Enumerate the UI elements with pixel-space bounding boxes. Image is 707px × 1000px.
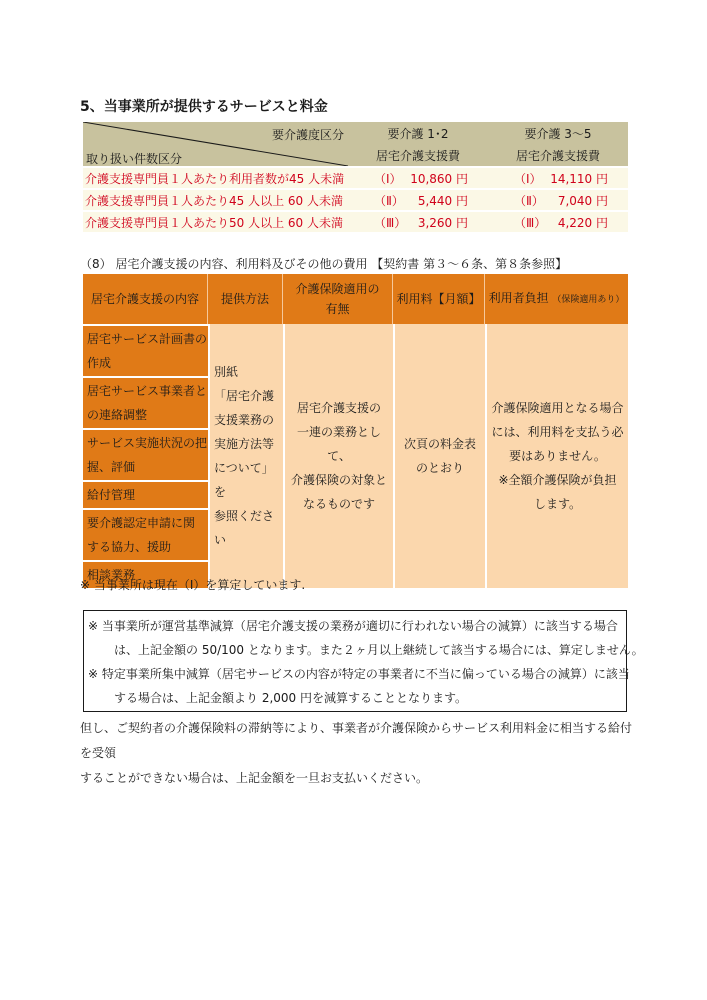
fee-rate-tier: （Ⅰ） [374, 171, 402, 186]
burden-line: 要はありません。 [509, 449, 606, 463]
header-insurance-line2: 有無 [325, 302, 350, 316]
header-fee: 利用料【月額】 [393, 274, 485, 324]
service-table [83, 274, 628, 588]
insurance-line: 介護保険の対象と [290, 473, 387, 487]
header-method: 提供方法 [208, 274, 283, 324]
fee-amount: 4,220 円 [557, 215, 608, 230]
service-item [83, 324, 208, 376]
fee-row [83, 189, 628, 211]
fee-amount: 3,260 円 [417, 215, 468, 230]
service-item-line: サービス実施状況の把 [87, 436, 208, 450]
fee-amount: 7,040 円 [557, 193, 608, 208]
header-burden-note: （保険適用あり） [552, 295, 625, 305]
header-content: 居宅介護支援の内容 [83, 274, 208, 324]
service-item-line: 握、評価 [87, 460, 136, 474]
fee-amount: 14,110 円 [550, 171, 608, 186]
fee-row-label: 介護支援専門員１人あたり50 人以上 60 人未満 [83, 211, 348, 232]
method-cell [208, 324, 283, 588]
header-burden [485, 274, 628, 324]
burden-line: 介護保険適用となる場合 [491, 401, 624, 415]
burden-line: ※全額介護保険が負担 [498, 473, 617, 487]
method-line: 支援業務の [214, 413, 275, 427]
method-line: 実施方法等 [214, 437, 275, 451]
notice-line: ※ 当事業所が運営基準減算（居宅介護支援の業務が適切に行われない場合の減算）に該当する場合 [88, 619, 618, 633]
fee-amount: 5,440 円 [417, 193, 468, 208]
section-title: 5、当事業所が提供するサービスと料金 [80, 99, 328, 115]
footer-line: 但し、ご契約者の介護保険料の滞納等により、事業者が介護保険からサービス利用料金に相当する給付を受領 [80, 721, 633, 760]
service-item-line: の連絡調整 [87, 408, 148, 422]
reduction-notice-box [83, 610, 644, 712]
fee-rate-tier: （Ⅲ） [514, 215, 547, 230]
notice-line: ※ 特定事業所集中減算（居宅サービスの内容が特定の事業者に不当に偏っている場合の減算）に該当 [88, 667, 630, 681]
service-item [83, 376, 208, 428]
fee-line: のとおり [415, 461, 464, 475]
current-calculation-note: ※ 当事業所は現在（Ⅰ）を算定しています. [80, 578, 306, 592]
fee-row-label: 介護支援専門員１人あたり利用者数が45 人未満 [83, 167, 348, 189]
header-col2-line2: 居宅介護支援費 [488, 144, 628, 167]
fee-table-corner-header [83, 122, 348, 167]
service-item-line: 居宅サービス事業者と [87, 384, 208, 398]
service-item-line: する協力、援助 [87, 540, 172, 554]
service-item-line: 相談業務 [87, 568, 136, 582]
fee-table [83, 122, 628, 232]
fee-rate-tier: （Ⅰ） [514, 171, 542, 186]
insurance-line: なるものです [302, 497, 375, 511]
header-col2-line1: 要介護 3～5 [488, 122, 628, 144]
header-case-count: 取り扱い件数区分 [86, 152, 183, 166]
burden-cell [485, 324, 628, 588]
fee-row [83, 211, 628, 232]
fee-rate-tier: （Ⅱ） [514, 193, 544, 208]
service-item-line: 給付管理 [87, 488, 136, 502]
fee-row [83, 167, 628, 189]
notice-line: は、上記金額の 50/100 となります。また２ヶ月以上継続して該当する場合には、算定しません。 [114, 643, 644, 657]
service-item [83, 480, 208, 508]
footer-line: することができない場合は、上記金額を一旦お支払いください。 [80, 771, 429, 785]
fee-amount: 10,860 円 [410, 171, 468, 186]
insurance-cell [283, 324, 393, 588]
service-item [83, 428, 208, 480]
insurance-line: 一連の業務として、 [296, 425, 381, 463]
header-col1-line2: 居宅介護支援費 [348, 144, 488, 167]
footer-paragraph [80, 716, 640, 791]
section8-title: （8） 居宅介護支援の内容、利用料及びその他の費用 【契約書 第３～６条、第８条参照】 [80, 257, 568, 271]
fee-line: 次頁の料金表 [403, 437, 476, 451]
fee-row-label: 介護支援専門員１人あたり45 人以上 60 人未満 [83, 189, 348, 211]
service-item-line: 作成 [87, 356, 112, 370]
fee-rate-tier: （Ⅲ） [374, 215, 407, 230]
header-insurance [283, 274, 393, 324]
fee-rate-tier: （Ⅱ） [374, 193, 404, 208]
method-line: について」を [214, 461, 274, 499]
insurance-line: 居宅介護支援の [296, 401, 381, 415]
service-item [83, 508, 208, 560]
header-care-grade: 要介護度区分 [271, 128, 344, 142]
method-line: 別紙 [214, 365, 239, 379]
method-line: 参照ください [214, 509, 275, 547]
service-item-line: 居宅サービス計画書の [87, 332, 208, 346]
burden-line: には、利用料を支払う必 [491, 425, 624, 439]
fee-cell [393, 324, 485, 588]
method-line: 「居宅介護 [214, 389, 275, 403]
header-insurance-line1: 介護保険適用の [295, 282, 380, 296]
burden-line: します。 [533, 497, 582, 511]
header-burden-label: 利用者負担 [488, 291, 549, 305]
service-item-line: 要介護認定申請に関 [87, 516, 196, 530]
notice-line: する場合は、上記金額より 2,000 円を減算することとなります。 [114, 691, 468, 705]
header-col1-line1: 要介護 1･2 [348, 122, 488, 144]
